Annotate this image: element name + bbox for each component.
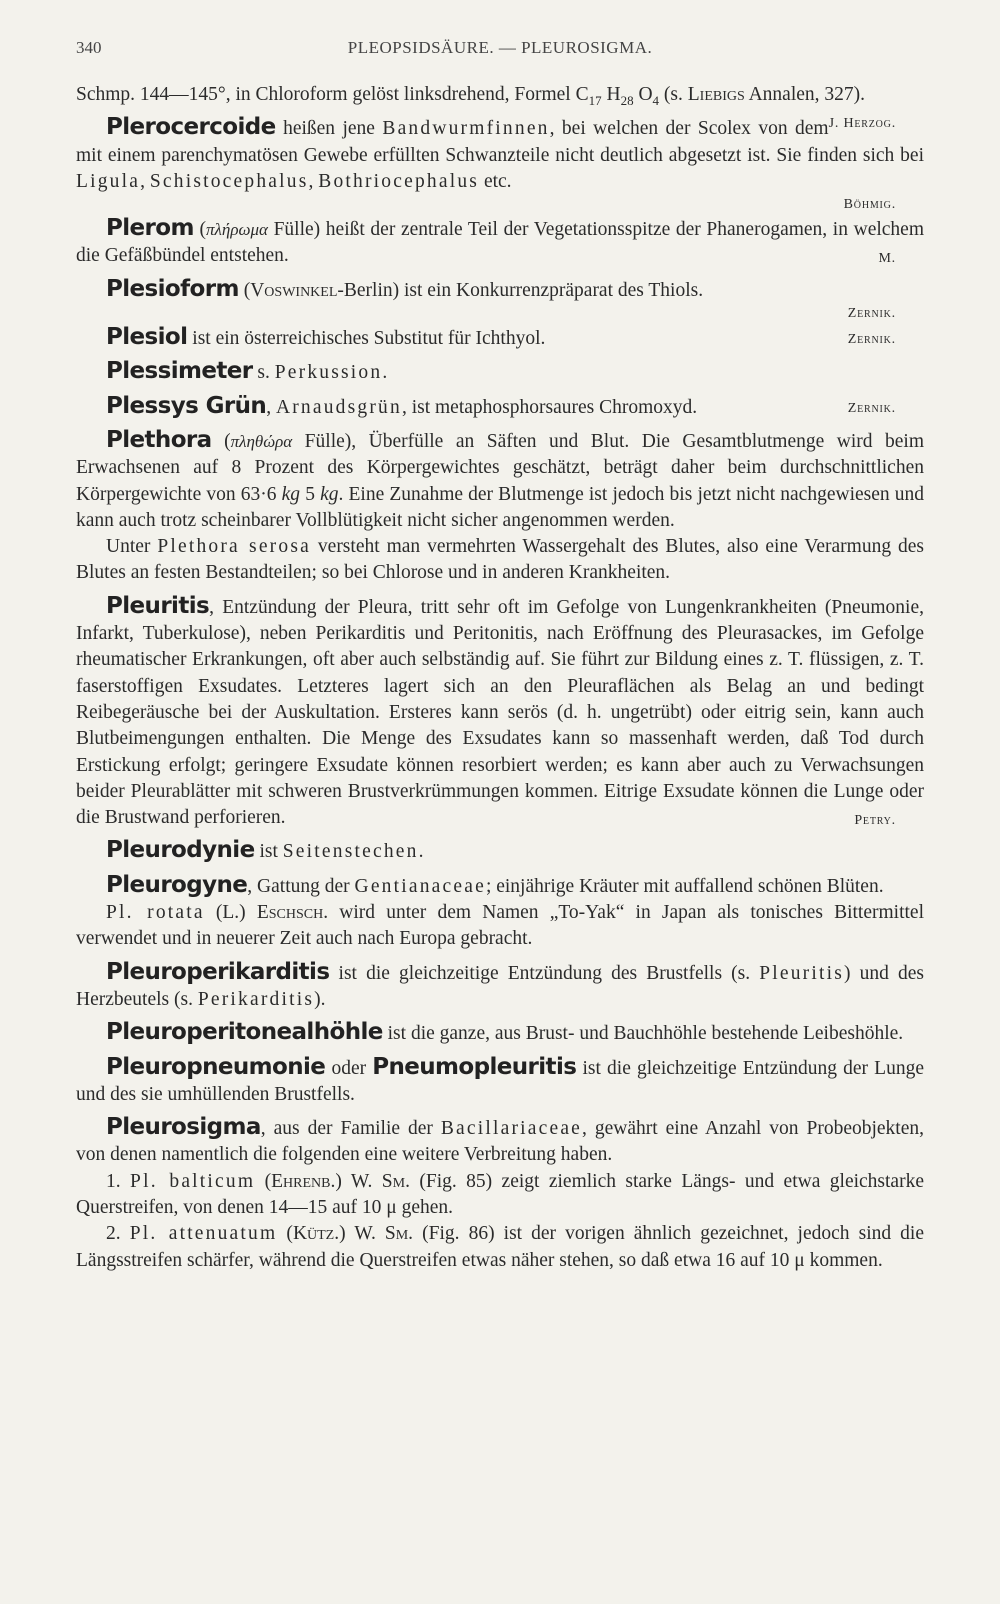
entry-headword: Plessimeter [106, 358, 253, 385]
entry-author: Böhmig. [843, 197, 896, 213]
entry-author: Zernik. [847, 332, 896, 348]
page-number: 340 [76, 38, 102, 57]
entry-pleuropneumonie: Pleuropneumonie oder Pneumopleuritis ist die gleichzeitige Entzündung der Lunge und des sie umhüllenden Brustfells. [76, 1053, 924, 1105]
entry-headword: Pleuropneumonie [106, 1053, 326, 1080]
entry-plessys-gruen: Plessys Grün, Arnaudsgrün, ist metaphosphorsaures Chromoxyd. Zernik. [76, 393, 924, 421]
entry-author: Zernik. [847, 400, 896, 416]
entry-plesioform: Plesioform (Voswinkel-Berlin) ist ein Konkurrenzpräparat des Thiols. Zernik. [76, 276, 924, 324]
entry-headword: Pleuroperikarditis [106, 958, 330, 985]
entry-headword: Pleurosigma [106, 1114, 261, 1141]
entry-headword: Plesioform [106, 275, 239, 302]
entry-pleurogyne: Pleurogyne, Gattung der Gentianaceae; einjährige Kräuter mit auffallend schönen Blüten. [106, 871, 884, 898]
entry-headword: Plesiol [106, 324, 188, 351]
page-header [76, 38, 924, 62]
page-body [76, 82, 924, 1274]
running-title: PLEOPSIDSÄURE. — PLEUROSIGMA. [347, 38, 653, 57]
entry-pleuroperikarditis: Pleuroperikarditis ist die gleichzeitige Entzündung des Brustfells (s. Pleuritis) und des Herzbeutels (s. Perikarditis). [76, 958, 924, 1010]
entry-headword: Plessys Grün [106, 392, 267, 419]
entry-pleuroperitonealhoehle: Pleuroperitonealhöhle ist die ganze, aus Brust- und Bauchhöhle bestehende Leibeshöhle. [106, 1019, 904, 1046]
entry-headword: Pleurogyne [106, 871, 248, 898]
entry-continuation: Schmp. 144—145°, in Chloroform gelöst linksdrehend, Formel $C_{17}$ $H_{28}$ $O_4$ (s. Liebigs Annalen, 327). J. Herzog. [76, 82, 924, 108]
entry-pleurodynie: Pleurodynie ist Seitenstechen. [106, 837, 424, 864]
entry-plethora-serosa: Unter Plethora serosa versteht man vermehrten Wassergehalt des Blutes, also eine Verarmung des Blutes an festen Bestandteilen; so bei Chlorose und in anderen Krankheiten. [76, 536, 924, 584]
entry-author: J. Herzog. [828, 116, 896, 132]
entry-headword: Plerom [106, 215, 194, 242]
greek-word: πλήρωμα [206, 220, 268, 240]
list-item: 1. Pl. balticum (Ehrenb.) W. Sm. (Fig. 85) zeigt ziemlich starke Längs- und etwa gleichstarke Querstreifen, von denen 14—15 auf 10 μ gehen. [76, 1170, 924, 1218]
entry-headword: Pleurodynie [106, 837, 255, 864]
entry-headword: Pleuroperitonealhöhle [106, 1019, 383, 1046]
entry-plerocercoide: Plerocercoide heißen jene Bandwurmfinnen, bei welchen der Scolex von dem mit einem parenchymatösen Gewebe erfüllten Schwanzteile nicht deutlich abgesetzt ist. Sie finden sich bei Ligula, Schistocephalus, Bothriocephalus etc. Böhmig. [76, 114, 924, 215]
entry-author: M. [878, 251, 896, 267]
entry-headword-alt: Pneumopleuritis [372, 1053, 577, 1080]
entry-plethora: Plethora (πληθώρα Fülle), Überfülle an Säften und Blut. Die Gesamtblutmenge wird beim Erwachsenen auf 8 Prozent des Körpergewichtes geschätzt, beträgt daher beim durchschnittlichen Körpergewichte von 63·6 kg 5 kg. Eine Zunahme der Blutmenge ist jedoch bis jetzt nicht nachgewiesen und kann auch trotz scheinbarer Vollblütigkeit nicht sicher angenommen werden. [76, 426, 925, 531]
entry-headword: Plerocercoide [106, 114, 276, 141]
entry-headword: Pleuritis [106, 592, 210, 619]
greek-word: πληθώρα [230, 431, 293, 451]
entry-plesiol: Plesiol ist ein österreichisches Substitut für Ichthyol. Zernik. [76, 324, 924, 352]
entry-plessimeter: Plessimeter s. Perkussion. [106, 358, 388, 385]
entry-pleurogyne-rotata: Pl. rotata (L.) Eschsch. wird unter dem Namen „To-Yak“ in Japan als tonisches Bittermittel verwendet und in neuerer Zeit auch nach Europa gebracht. [76, 902, 924, 950]
reference-name: Liebigs [687, 84, 745, 105]
entry-author: Petry. [854, 813, 896, 829]
entry-author: Zernik. [847, 306, 896, 322]
list-item: 2. Pl. attenuatum (Kütz.) W. Sm. (Fig. 86) ist der vorigen ähnlich gezeichnet, jedoch sind die Längsstreifen schärfer, während die Querstreifen etwas näher stehen, so daß etwa 16 auf 10 μ kommen. [76, 1223, 925, 1271]
entry-plerom: Plerom (πλήρωμα Fülle) heißt der zentrale Teil der Vegetationsspitze der Phanerogamen, in welchem die Gefäßbündel entstehen. M. [76, 215, 924, 270]
entry-pleurosigma: Pleurosigma, aus der Familie der Bacillariaceae, gewährt eine Anzahl von Probeobjekten, von denen namentlich die folgenden eine weitere Verbreitung haben. [76, 1114, 924, 1166]
entry-pleuritis: Pleuritis, Entzündung der Pleura, tritt sehr oft im Gefolge von Lungenkrankheiten (Pneumonie, Infarkt, Tuberkulose), neben Perikarditis und Peritonitis, nach Eröffnung des Pleurasackes, im Gefolge rheumatischer Erkrankungen, oft aber auch selbständig auf. Sie führt zur Bildung eines z. T. flüssigen, z. T. faserstoffigen Exsudates. Letzteres lagert sich an den Pleuraflächen als Belag an und bedingt Reibegeräusche bei der Auskultation. Ersteres kann serös (d. h. ungetrübt) oder eitrig sein, kann auch Blutbeimengungen enthalten. Die Menge des Exsudates kann so massenhaft werden, daß Tod durch Erstickung erfolgt; geringere Exsudate können resorbiert werden; es kann aber auch zu Verwachsungen beider Pleurablätter mit schweren Brustverkrümmungen kommen. Eitrige Exsudate können die Lunge oder die Brustwand perforieren. Petry. [76, 593, 924, 832]
entry-headword: Plethora [106, 426, 212, 453]
